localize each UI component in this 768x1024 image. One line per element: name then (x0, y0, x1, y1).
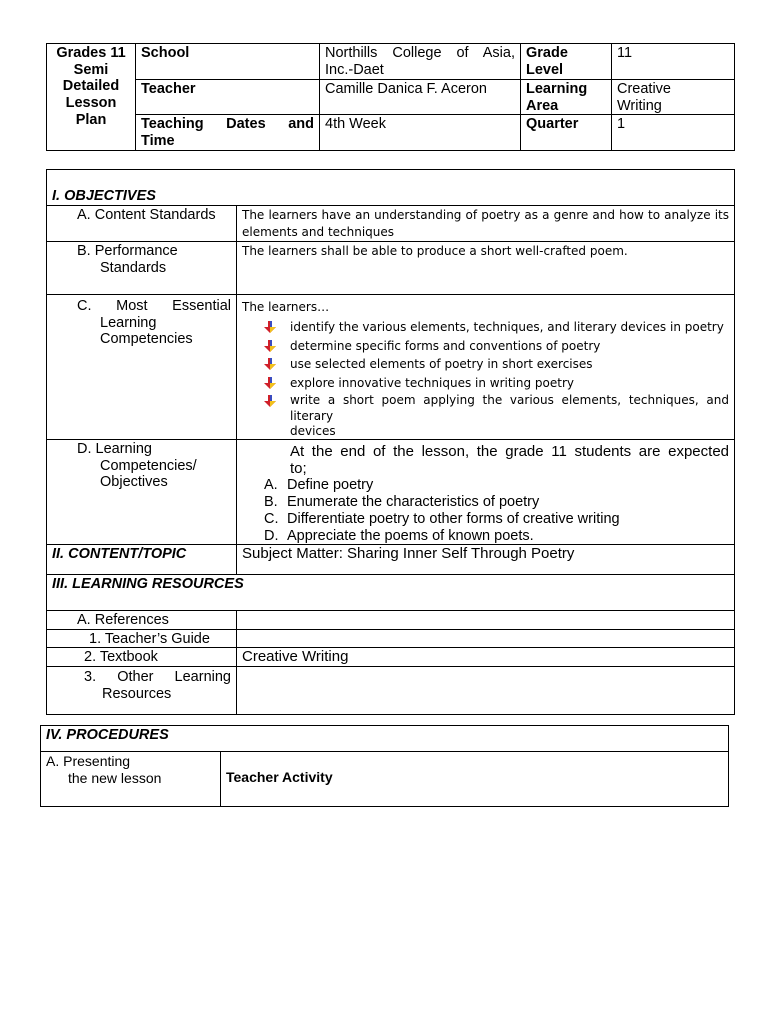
list-item: A. Define poetry (264, 477, 374, 494)
list-item: C. Differentiate poetry to other forms of creative writing (264, 510, 620, 527)
learning-resources-heading: III. LEARNING RESOURCES (47, 575, 735, 611)
melc-list (242, 318, 729, 439)
down-arrow-icon (264, 377, 276, 389)
melc-intro: The learners… (242, 300, 330, 314)
list-item: D. Appreciate the poems of known poets. (264, 527, 534, 544)
other-resources-value (237, 667, 735, 715)
list-item: write a short poem applying the various elements, techniques, and literary devices (264, 392, 729, 439)
quarter-label: Quarter (521, 115, 612, 151)
school-value: Northills College of Asia, Inc.-Daet (320, 44, 521, 80)
other-resources-label: 3. Other Learning Resources (47, 667, 237, 715)
objectives-list (242, 477, 729, 544)
content-topic-value: Subject Matter: Sharing Inner Self Through Poetry (237, 545, 735, 575)
list-item: use selected elements of poetry in short exercises (264, 355, 729, 374)
melc-content (237, 295, 735, 440)
content-standards-text: The learners have an understanding of poetry as a genre and how to analyze its elements and techniques (237, 206, 735, 242)
teaching-dates-value: 4th Week (320, 115, 521, 151)
down-arrow-icon (264, 395, 276, 407)
objectives-heading: I. OBJECTIVES (47, 170, 735, 206)
learning-area-label: Learning Area (521, 80, 612, 115)
school-label: School (136, 44, 320, 80)
learning-area-value: Creative Writing (612, 80, 735, 115)
procedures-heading: IV. PROCEDURES (41, 726, 729, 752)
list-item: determine specific forms and conventions of poetry (264, 337, 729, 356)
grade-level-label: Grade Level (521, 44, 612, 80)
list-item: identify the various elements, techniques, and literary devices in poetry (264, 318, 729, 337)
textbook-label: 2. Textbook (47, 648, 237, 667)
references-label: A. References (47, 611, 237, 630)
header-table (46, 43, 735, 151)
grade-level-value: 11 (612, 44, 735, 80)
procedures-table (40, 725, 729, 807)
down-arrow-icon (264, 358, 276, 370)
learning-objectives-content: At the end of the lesson, the grade 11 students are expected to; A. Define poetry B. Enumerate the characteristics of poetry C. Differentiate poetry to other forms of creative writing D. Appreciate the poems of known poets. (237, 440, 735, 545)
teaching-dates-label: Teaching Dates and Time (136, 115, 320, 151)
performance-standards-text: The learners shall be able to produce a short well-crafted poem. (237, 242, 735, 295)
down-arrow-icon (264, 340, 276, 352)
learning-competencies-label: D. Learning Competencies/ Objectives (47, 440, 237, 545)
content-standards-label: A. Content Standards (47, 206, 237, 242)
content-topic-heading: II. CONTENT/TOPIC (47, 545, 237, 575)
presenting-lesson-label: A. Presenting the new lesson (41, 752, 221, 807)
quarter-value: 1 (612, 115, 735, 151)
objectives-table (46, 169, 735, 715)
performance-standards-label: B. Performance Standards (47, 242, 237, 295)
down-arrow-icon (264, 321, 276, 333)
references-value (237, 611, 735, 630)
teacher-value: Camille Danica F. Aceron (320, 80, 521, 115)
teachers-guide-label: 1. Teacher’s Guide (47, 629, 237, 648)
teacher-activity-header: Teacher Activity (221, 752, 729, 807)
textbook-value: Creative Writing (237, 648, 735, 667)
list-item: explore innovative techniques in writing poetry (264, 374, 729, 393)
list-item: B. Enumerate the characteristics of poetry (264, 494, 540, 511)
melc-label: C. Most Essential Learning Competencies (47, 295, 237, 440)
teacher-label: Teacher (136, 80, 320, 115)
lesson-plan-title: Grades 11 Semi Detailed Lesson Plan (47, 44, 136, 151)
teachers-guide-value (237, 629, 735, 648)
